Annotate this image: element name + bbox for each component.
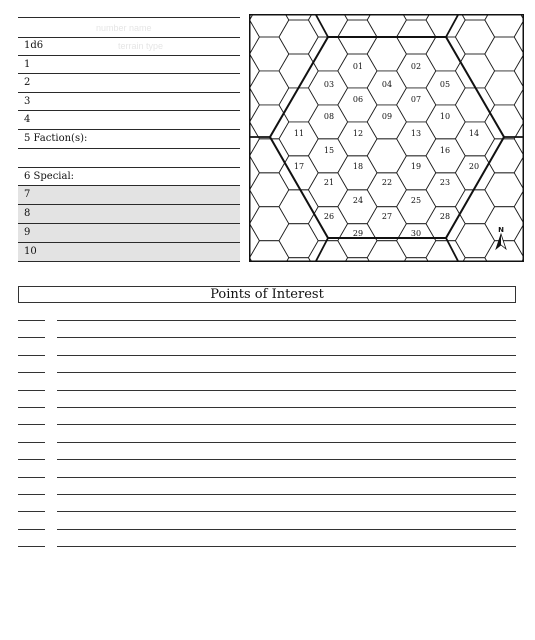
table-top-line xyxy=(18,17,240,18)
hex-number-label: 06 xyxy=(352,95,364,104)
poi-entry-line xyxy=(57,529,516,530)
hex-number-label: 19 xyxy=(410,162,422,171)
hex-cell xyxy=(455,122,494,156)
hex-number-label: 15 xyxy=(323,146,335,155)
hex-cell xyxy=(426,105,465,139)
hex-cell xyxy=(279,224,318,258)
hex-number-label: 05 xyxy=(439,80,451,89)
hex-number-label: 24 xyxy=(352,196,364,205)
hex-cell xyxy=(250,241,289,262)
hex-cell xyxy=(455,88,494,122)
hex-number-label: 21 xyxy=(323,178,335,187)
poi-number-line xyxy=(18,442,45,443)
table-row: 2 xyxy=(24,77,31,88)
hex-cell xyxy=(308,37,347,71)
poi-entry-line xyxy=(57,372,516,373)
hex-cell xyxy=(249,20,259,54)
hex-cell xyxy=(308,105,347,139)
hex-cell xyxy=(308,14,347,37)
hex-cell xyxy=(485,105,524,139)
hex-number-label: 13 xyxy=(410,129,422,138)
poi-number-line xyxy=(18,494,45,495)
hex-number-label: 23 xyxy=(439,178,451,187)
poi-entry-line xyxy=(57,546,516,547)
poi-entry-line xyxy=(57,355,516,356)
hex-cell xyxy=(455,20,494,54)
hex-cell xyxy=(250,207,289,241)
hex-cell xyxy=(338,190,377,224)
hex-number-label: 07 xyxy=(410,95,422,104)
table-row-special: 6 Special: xyxy=(24,171,75,182)
row-line xyxy=(18,148,240,149)
hex-cell xyxy=(485,139,524,173)
row-line xyxy=(18,261,240,262)
hex-cell xyxy=(367,37,406,71)
hex-number-label: 04 xyxy=(381,80,393,89)
row-line xyxy=(18,167,240,168)
hex-cell xyxy=(250,37,289,71)
hex-cell xyxy=(250,105,289,139)
map-frame xyxy=(250,15,524,262)
poi-entry-line xyxy=(57,459,516,460)
poi-number-line xyxy=(18,424,45,425)
hex-cell xyxy=(249,88,259,122)
poi-entry-line xyxy=(57,320,516,321)
hex-cell xyxy=(455,190,494,224)
poi-entry-line xyxy=(57,390,516,391)
poi-number-line xyxy=(18,477,45,478)
hex-number-label: 28 xyxy=(439,212,451,221)
hex-cell xyxy=(367,105,406,139)
hex-cell xyxy=(279,54,318,88)
hex-cell xyxy=(397,190,436,224)
ghost-header-name: number name xyxy=(96,23,152,33)
compass-north-icon xyxy=(496,226,506,249)
hex-cell xyxy=(249,122,259,156)
hex-number-label: 01 xyxy=(352,62,364,71)
hex-cell xyxy=(485,14,524,37)
hex-cell xyxy=(485,37,524,71)
poi-entry-line xyxy=(57,494,516,495)
hex-cell xyxy=(397,122,436,156)
table-header-line xyxy=(18,37,240,38)
hex-cell xyxy=(249,156,259,190)
hex-cell xyxy=(397,88,436,122)
hex-cell xyxy=(426,14,465,37)
hex-cell xyxy=(455,54,494,88)
table-header-1d6: 1d6 xyxy=(24,40,44,51)
hex-number-label: 26 xyxy=(323,212,335,221)
hex-number-label: 27 xyxy=(381,212,393,221)
hex-number-label: 30 xyxy=(410,229,422,238)
hex-cell xyxy=(426,139,465,173)
hex-cell xyxy=(455,156,494,190)
hex-number-label: 22 xyxy=(381,178,393,187)
poi-entry-line xyxy=(57,337,516,338)
table-row: 9 xyxy=(24,227,31,238)
poi-number-line xyxy=(18,372,45,373)
hex-cell xyxy=(485,71,524,105)
hex-number-label: 10 xyxy=(439,112,451,121)
hex-cell xyxy=(338,122,377,156)
hex-cell xyxy=(426,37,465,71)
hex-cell xyxy=(485,207,524,241)
table-row: 1 xyxy=(24,59,31,70)
boundary-spokes xyxy=(249,15,524,261)
row-line xyxy=(18,92,240,93)
hex-cell xyxy=(485,173,524,207)
ghost-header-terrain: terrain type xyxy=(118,41,164,51)
row-line xyxy=(18,73,240,74)
hex-cell xyxy=(249,190,259,224)
hex-number-label: 18 xyxy=(352,162,364,171)
hex-cell xyxy=(250,173,289,207)
table-row: 8 xyxy=(24,208,31,219)
hex-cell xyxy=(367,14,406,37)
row-line xyxy=(18,204,240,205)
row-line xyxy=(18,185,240,186)
table-row: 4 xyxy=(24,114,31,125)
hex-number-label: 14 xyxy=(468,129,480,138)
hex-cell xyxy=(249,54,259,88)
poi-number-line xyxy=(18,546,45,547)
row-line xyxy=(18,129,240,130)
hex-number-label: 16 xyxy=(439,146,451,155)
poi-entry-line xyxy=(57,511,516,512)
table-row: 3 xyxy=(24,96,31,107)
poi-number-line xyxy=(18,511,45,512)
hex-cell xyxy=(367,139,406,173)
hex-cell xyxy=(249,224,259,258)
poi-entry-line xyxy=(57,407,516,408)
table-row: 7 xyxy=(24,189,31,200)
poi-entry-line xyxy=(57,424,516,425)
table-row: 10 xyxy=(24,246,37,257)
row-line xyxy=(18,55,240,56)
hex-cell xyxy=(250,14,289,37)
hex-number-label: 02 xyxy=(410,62,422,71)
hex-number-label: 12 xyxy=(352,129,364,138)
hex-cell xyxy=(279,122,318,156)
poi-number-line xyxy=(18,459,45,460)
hex-cell xyxy=(279,20,318,54)
poi-entry-line xyxy=(57,477,516,478)
row-line xyxy=(18,110,240,111)
hex-number-label: 20 xyxy=(468,162,480,171)
row-line xyxy=(18,242,240,243)
hex-number-label: 08 xyxy=(323,112,335,121)
hex-number-label: 09 xyxy=(381,112,393,121)
poi-number-line xyxy=(18,529,45,530)
hex-map xyxy=(249,14,524,262)
hex-cell xyxy=(308,241,347,262)
poi-title: Points of Interest xyxy=(210,287,324,302)
poi-entry-line xyxy=(57,442,516,443)
poi-number-line xyxy=(18,355,45,356)
poi-number-line xyxy=(18,320,45,321)
hex-cell xyxy=(455,224,494,258)
poi-number-line xyxy=(18,407,45,408)
poi-header xyxy=(18,286,516,303)
hex-cell xyxy=(308,139,347,173)
hex-cell xyxy=(338,88,377,122)
hex-cell xyxy=(279,190,318,224)
hex-number-label: 17 xyxy=(293,162,305,171)
hex-cell xyxy=(250,139,289,173)
svg-text:N: N xyxy=(498,226,504,234)
hex-number-label: 11 xyxy=(293,129,305,138)
hex-cell xyxy=(250,71,289,105)
row-line xyxy=(18,223,240,224)
hex-cell xyxy=(426,241,465,262)
poi-number-line xyxy=(18,337,45,338)
hex-number-label: 25 xyxy=(410,196,422,205)
hex-cell xyxy=(367,241,406,262)
hex-number-label: 29 xyxy=(352,229,364,238)
hex-cell xyxy=(279,156,318,190)
hex-cell xyxy=(279,88,318,122)
hex-cell xyxy=(397,156,436,190)
poi-number-line xyxy=(18,390,45,391)
hex-number-label: 03 xyxy=(323,80,335,89)
table-row-faction: 5 Faction(s): xyxy=(24,133,88,144)
hex-cell xyxy=(338,156,377,190)
